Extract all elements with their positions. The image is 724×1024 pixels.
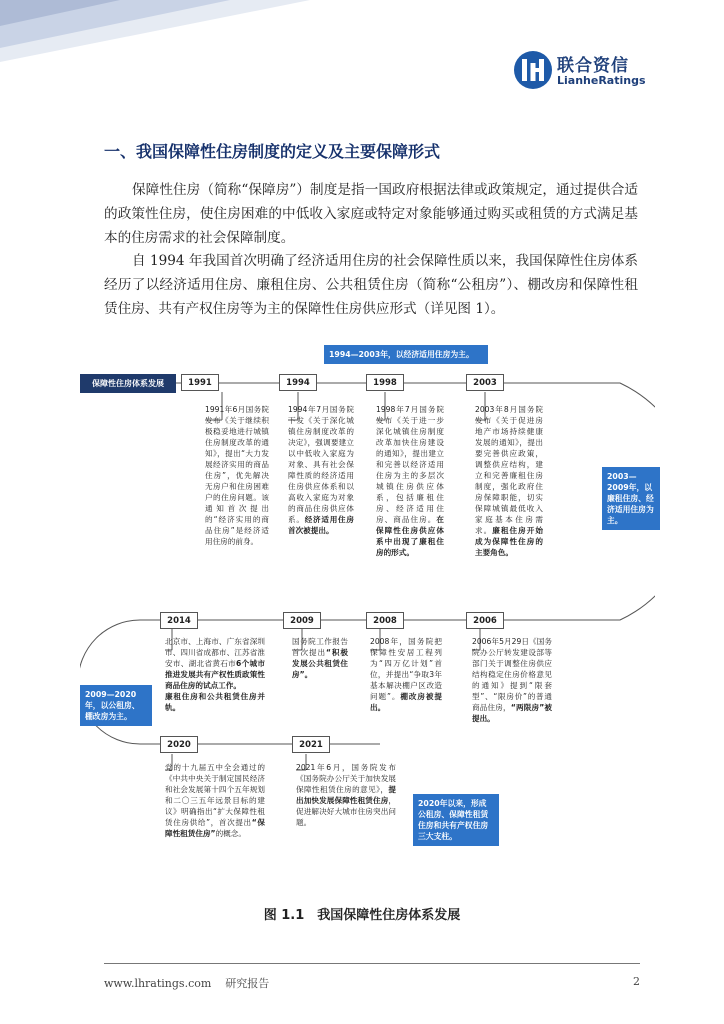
- event-2020-bold: “保障性租赁住房”: [165, 818, 265, 838]
- event-2020: [165, 762, 265, 839]
- callout-2003-2009: 2003—2009年，以廉租住房、经济适用住房为主。: [602, 467, 660, 530]
- header-corner-decoration: [0, 0, 320, 80]
- event-2008: [370, 636, 442, 713]
- event-1994-bold: 经济适用住房首次被提出。: [288, 515, 354, 535]
- event-2020-text: 党的十九届五中全会通过的《中共中央关于制定国民经济和社会发展第十四个五年规划和二〇三五年远景目标的建议》明确指出“扩大保障性租赁住房供给”，首次提出: [165, 763, 265, 827]
- event-2008-text: 2008年，国务院把保障性安居工程列为“四万亿计划”首位，并提出“争取3年基本解决棚户区改造问题”。: [370, 637, 442, 701]
- event-2008-bold: 棚改房被提出。: [370, 692, 442, 712]
- event-1991-text: 1991年6月国务院发布《关于继续积极稳妥地进行城镇住房制度改革的通知》，提出“大力发展经济实用的商品住房”，优先解决无房户和住房困难户的住房问题。该通知首次提出的“经济实用的商品住房”是经济适用住房的前身。: [205, 405, 269, 546]
- year-2009: 2009: [283, 612, 321, 629]
- timeline-header: 保障性住房体系发展: [80, 374, 176, 393]
- callout-2020-present: 2020年以来，形成公租房、保障性租赁住房和共有产权住房三大支柱。: [413, 794, 499, 846]
- year-2003: 2003: [466, 374, 504, 391]
- year-2014: 2014: [160, 612, 198, 629]
- paragraph-history: 自 1994 年我国首次明确了经济适用住房的社会保障性质以来，我国保障性住房体系经历了以经济适用住房、廉租住房、公共租赁住房（简称“公租房”）、棚改房和保障性租赁住房、共有产权住房等为主的保障性住房供应形式（详见图 1）。: [104, 253, 638, 317]
- section-title: 一、我国保障性住房制度的定义及主要保障形式: [104, 142, 441, 161]
- event-2009-text: 国务院工作报告首次提出: [292, 637, 348, 657]
- event-1994: [288, 404, 354, 536]
- event-1998-bold: 在保障性住房供应体系中出现了廉租住房的形式。: [376, 515, 444, 557]
- event-2014: [165, 636, 265, 713]
- year-1991: 1991: [181, 374, 219, 391]
- footer-website: www.lhratings.com: [104, 977, 212, 990]
- event-2021-bold: 提出加快发展保障性租赁住房: [296, 785, 396, 805]
- footer-left: [104, 975, 269, 991]
- event-1998: [376, 404, 444, 558]
- event-2006-text: 2006年5月29日《国务院办公厅转发建设部等部门关于调整住房供应结构稳定住房价格意见的通知》提到“限套型”、“限房价”的普通商品住房，: [472, 637, 552, 712]
- brand-name-en: LianheRatings: [557, 74, 646, 87]
- brand-logo-mark-icon: [513, 50, 553, 90]
- event-2006-bold: “两限房”被提出。: [472, 703, 553, 723]
- footer-divider: [104, 963, 640, 964]
- event-2014-bold-2: 廉租住房和公共租赁住房并轨。: [165, 692, 265, 712]
- event-2020-tail: 的概念。: [215, 829, 246, 838]
- year-2020: 2020: [160, 736, 198, 753]
- page-number: 2: [633, 975, 640, 988]
- year-2021: 2021: [292, 736, 330, 753]
- year-1998: 1998: [366, 374, 404, 391]
- event-2014-bold: 6个城市推进发展共有产权性质政策性商品住房的试点工作。: [165, 659, 265, 690]
- year-1994: 1994: [279, 374, 317, 391]
- housing-timeline-figure: [80, 344, 655, 894]
- event-2003-bold: 廉租住房开始成为保障性住房的主要角色。: [475, 526, 544, 557]
- event-2006: [472, 636, 552, 724]
- event-1998-text: 1998年7月国务院发布《关于进一步深化城镇住房制度改革加快住房建设的通知》，提出建立和完善以经济适用住房为主的多层次城镇住房供应体系，包括廉租住房、经济适用住房、商品住房。: [376, 405, 444, 524]
- callout-1994-2003: 1994—2003年，以经济适用住房为主。: [324, 345, 488, 364]
- paragraph-definition: 保障性住房（简称“保障房”）制度是指一国政府根据法律或政策规定，通过提供合适的政策性住房，使住房困难的中低收入家庭或特定对象能够通过购买或租赁的方式满足基本的住房需求的社会保障制度。: [104, 182, 638, 246]
- event-2003: [475, 404, 543, 558]
- event-2014-text: 北京市、上海市、广东省深圳市、四川省成都市、江苏省淮安市、湖北省黄石市: [165, 637, 265, 668]
- callout-2009-2020: 2009—2020年，以公租房、棚改房为主。: [80, 685, 152, 726]
- event-2009-bold: “积极发展公共租赁住房”。: [292, 648, 348, 679]
- brand-name-cn: 联合资信: [557, 56, 629, 76]
- event-2021-text: 2021年6月，国务院发布《国务院办公厅关于加快发展保障性租赁住房的意见》，: [296, 763, 396, 794]
- figure-caption: 图 1.1 我国保障性住房体系发展: [263, 908, 461, 923]
- year-2008: 2008: [366, 612, 404, 629]
- event-2021-tail: ，促进解决好大城市住房突出问题。: [296, 796, 396, 827]
- event-2009: [292, 636, 348, 680]
- event-1994-text: 1994年7月国务院下发《关于深化城镇住房制度改革的决定》，强调要建立以中低收入家庭为对象、具有社会保障性质的经济适用住房供应体系和以高收入家庭为对象的商品住房供应体系。: [288, 405, 354, 524]
- event-2003-text: 2003年8月国务院发布《关于促进房地产市场持续健康发展的通知》，提出要完善供应政策，调整供应结构，建立和完善廉租住房制度，强化政府住房保障职能，切实保障城镇最低收入家庭基本住房需求。: [475, 405, 543, 535]
- footer-report-type: 研究报告: [225, 977, 270, 990]
- year-2006: 2006: [466, 612, 504, 629]
- event-2021: [296, 762, 396, 828]
- event-1991: [205, 404, 269, 547]
